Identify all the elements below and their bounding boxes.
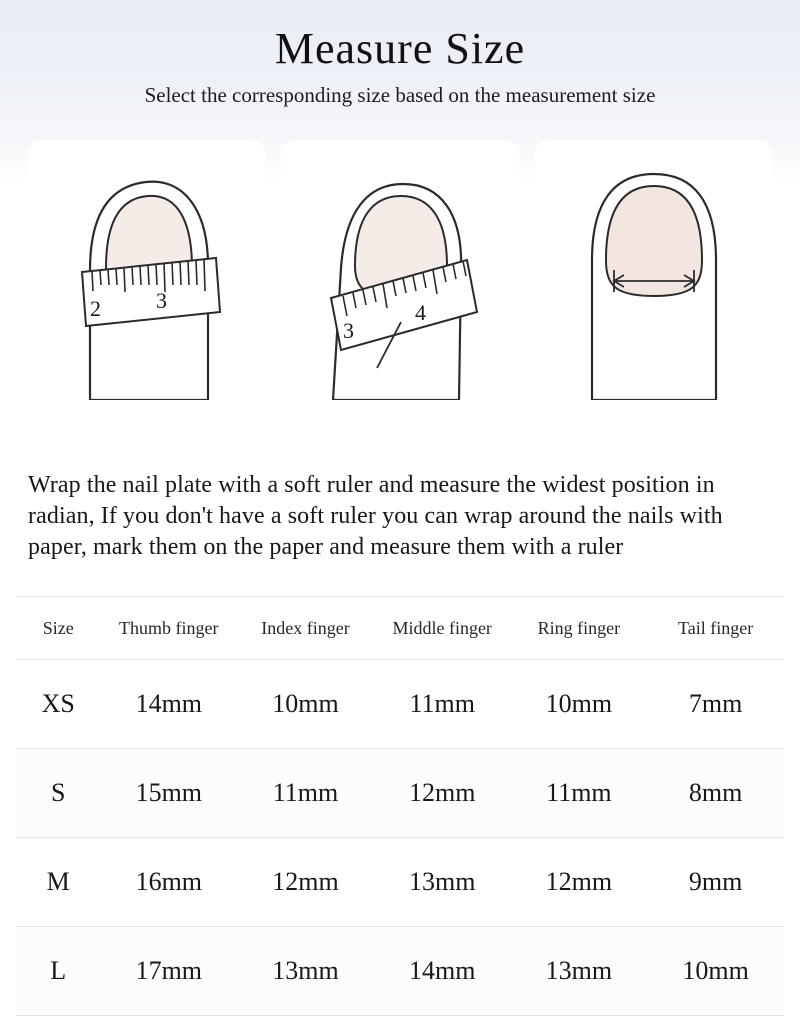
cell-thumb: 15mm — [100, 749, 237, 838]
table-header-row — [16, 597, 784, 660]
cell-ring: 11mm — [511, 749, 648, 838]
table-body — [16, 660, 784, 1016]
finger-ruler-angled-diagram-icon — [281, 140, 519, 400]
table-row — [16, 660, 784, 749]
ruler-tick-label-left: 2 — [90, 296, 101, 321]
column-header-thumb-finger: Thumb finger — [100, 597, 237, 660]
cell-ring: 10mm — [511, 660, 648, 749]
cell-index: 13mm — [237, 927, 374, 1016]
cell-ring: 13mm — [511, 927, 648, 1016]
illustration-nail-wrap-ruler-2-3 — [28, 140, 266, 400]
table-header — [16, 597, 784, 660]
cell-index: 10mm — [237, 660, 374, 749]
cell-index: 12mm — [237, 838, 374, 927]
measurement-instructions: Wrap the nail plate with a soft ruler and measure the widest position in radian, If you don't have a soft ruler you can wrap around the nails with paper, mark them on the paper and measure them with a ruler — [28, 472, 723, 560]
cell-size: M — [16, 838, 100, 927]
column-header-tail-finger: Tail finger — [647, 597, 784, 660]
column-header-index-finger: Index finger — [237, 597, 374, 660]
cell-tail: 8mm — [647, 749, 784, 838]
cell-thumb: 14mm — [100, 660, 237, 749]
cell-middle: 11mm — [374, 660, 511, 749]
ruler-tick-label-right: 4 — [415, 300, 426, 325]
page-subtitle: Select the corresponding size based on the measurement size — [144, 83, 656, 107]
page-title: Measure Size — [274, 24, 526, 73]
size-chart-table — [16, 596, 784, 1016]
cell-size: XS — [16, 660, 100, 749]
finger-ruler-diagram-icon — [28, 140, 266, 400]
page-header — [0, 0, 800, 130]
table-row — [16, 838, 784, 927]
cell-tail: 7mm — [647, 660, 784, 749]
table-row — [16, 927, 784, 1016]
column-header-size: Size — [16, 597, 100, 660]
cell-middle: 12mm — [374, 749, 511, 838]
illustration-nail-wrap-ruler-3-4 — [281, 140, 519, 400]
illustration-strip — [0, 140, 800, 420]
cell-thumb: 16mm — [100, 838, 237, 927]
column-header-middle-finger: Middle finger — [374, 597, 511, 660]
table-row — [16, 749, 784, 838]
cell-ring: 12mm — [511, 838, 648, 927]
column-header-ring-finger: Ring finger — [511, 597, 648, 660]
cell-middle: 14mm — [374, 927, 511, 1016]
cell-tail: 10mm — [647, 927, 784, 1016]
cell-thumb: 17mm — [100, 927, 237, 1016]
cell-size: S — [16, 749, 100, 838]
cell-size: L — [16, 927, 100, 1016]
illustration-nail-width-arrow — [534, 140, 772, 400]
cell-middle: 13mm — [374, 838, 511, 927]
nail-width-measure-icon — [534, 140, 772, 400]
cell-tail: 9mm — [647, 838, 784, 927]
cell-index: 11mm — [237, 749, 374, 838]
ruler-tick-label-right: 3 — [156, 288, 167, 313]
ruler-tick-label-left: 3 — [343, 318, 354, 343]
